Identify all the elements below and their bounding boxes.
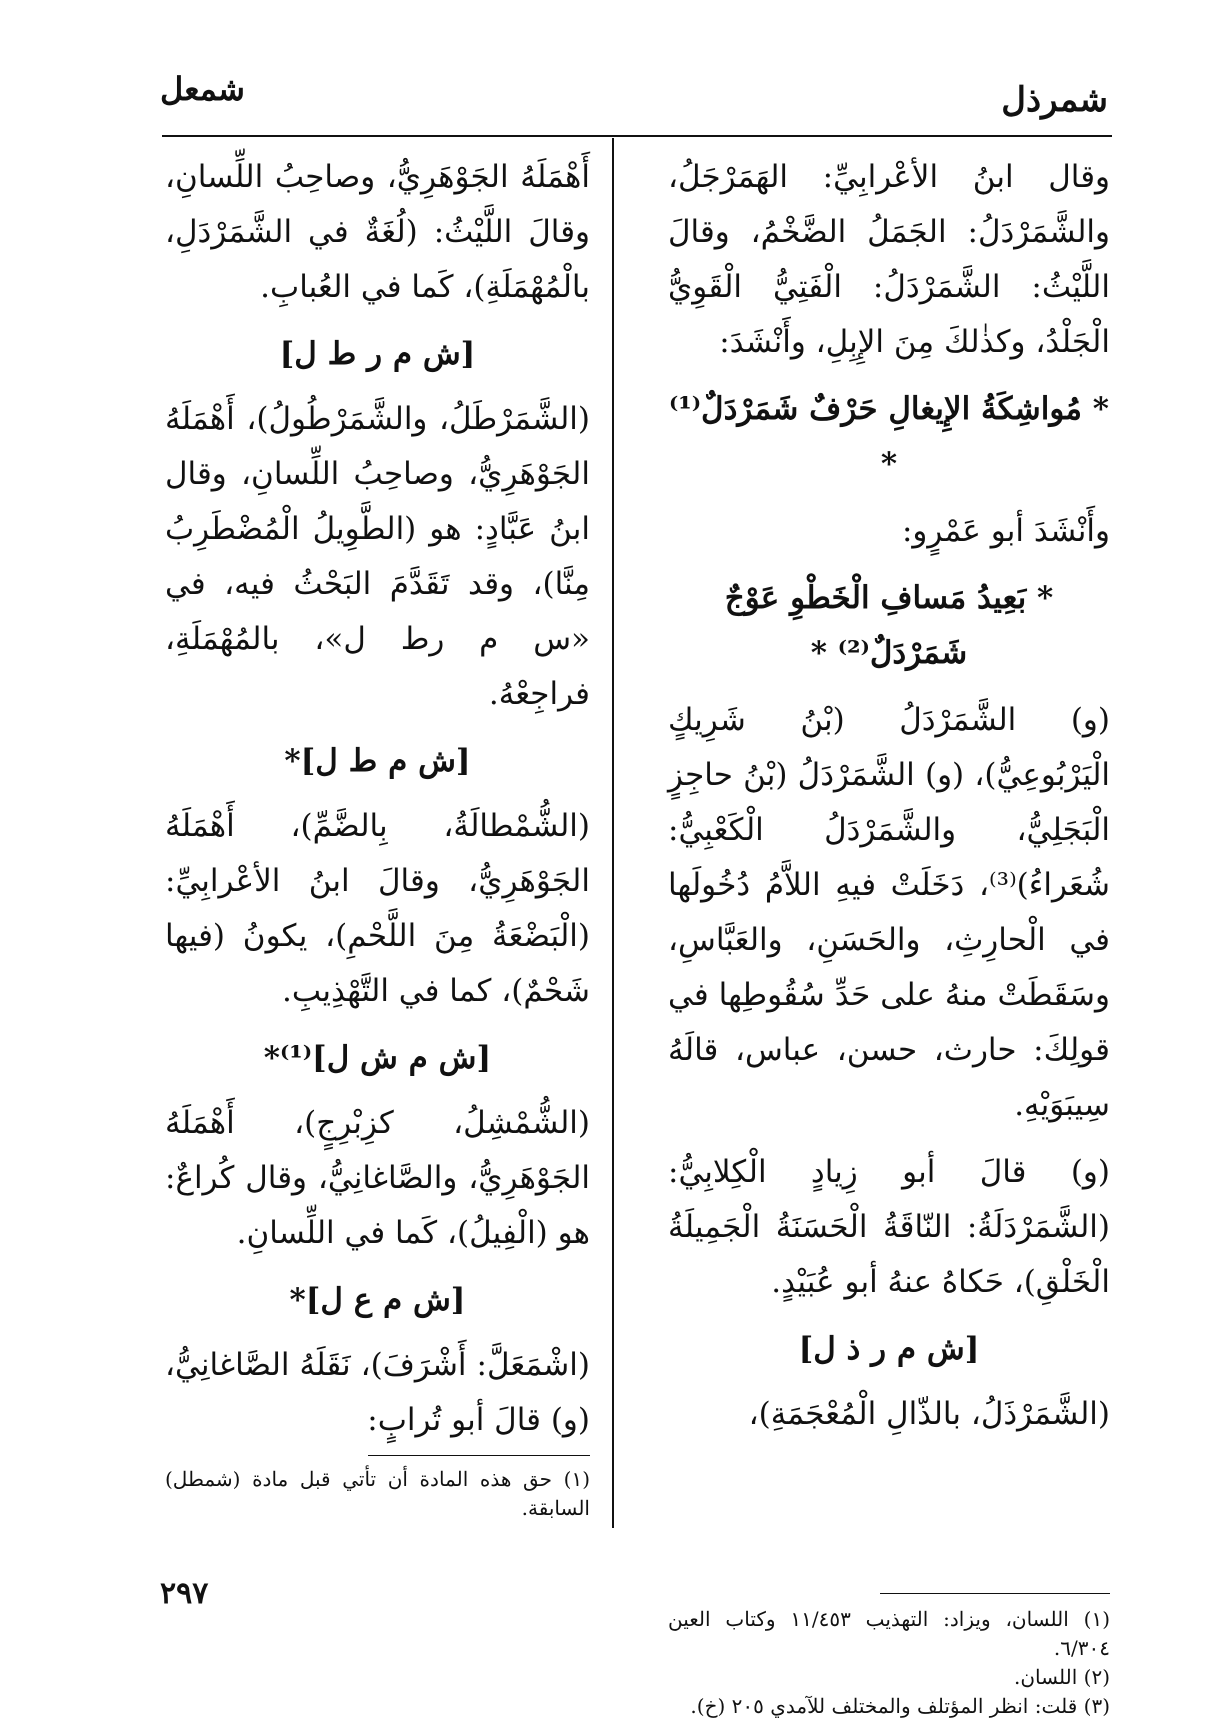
footnote-rule	[880, 1593, 1110, 1594]
header-rule	[162, 135, 1112, 137]
paragraph: (الشُّمْطالَةُ، بِالضَّمِّ)، أَهْمَلَهُ الجَوْهَرِيُّ، وقالَ ابنُ الأعْرابِيِّ: (الْبَضْعَةُ مِنَ اللَّحْمِ)، يكونُ (فيها شَحْمٌ)، كما في التَّهْذِيبِ.	[165, 808, 590, 1009]
paragraph: وأَنْشَدَ أبو عَمْرٍو:	[901, 513, 1110, 549]
footnote: (١) اللسان، ويزاد: التهذيب ١١/٤٥٣ وكتاب العين ٦/٣٠٤.	[668, 1607, 1110, 1660]
right-column	[668, 150, 1110, 1454]
entry-heading: [ش م ر ذ ل]	[798, 1331, 980, 1367]
left-column	[165, 150, 590, 1460]
header-left-word: شمعل	[160, 70, 245, 108]
verse: * مُواشِكَةُ الإِيغالِ حَرْفٌ شَمَرْدَلٌ⁽¹⁾ *	[669, 391, 1109, 482]
entry-heading: [ش م ر ط ل]	[279, 336, 476, 372]
footnote: (٣) قلت: انظر المؤتلف والمختلف للآمدي ٢٠٥ (خ).	[690, 1694, 1110, 1718]
paragraph: (الشَّمَرْذَلُ، بالذّالِ الْمُعْجَمَةِ)،	[748, 1396, 1110, 1432]
footnote: (٢) اللسان.	[1014, 1665, 1110, 1689]
paragraph: (الشَّمَرْطَلُ، والشَّمَرْطُولُ)، أَهْمَلَهُ الجَوْهَرِيُّ، وصاحِبُ اللِّسانِ، وقال ابنُ عَبَّادٍ: هو (الطَّوِيلُ الْمُضْطَرِبُ مِنَّا)، وقد تَقَدَّمَ البَحْثُ فيه، في «س م رط ل»، بالمُهْمَلَةِ، فراجِعْهُ.	[165, 401, 590, 712]
footnotes-left	[165, 1465, 590, 1523]
paragraph: (الشُّمْشِلُ، كزِبْرِجٍ)، أَهْمَلَهُ الجَوْهَرِيُّ، والصَّاغانِيُّ، وقال كُراعٌ: هو (الْفِيلُ)، كَما في اللِّسانِ.	[165, 1105, 590, 1251]
verse: * بَعِيدُ مَسافِ الْخَطْوِ عَوْجٌ شَمَرْدَلٌ⁽²⁾ *	[724, 580, 1054, 671]
footnote-rule	[368, 1455, 590, 1456]
paragraph: (و) الشَّمَرْدَلُ (بْنُ شَرِيكٍ الْيَرْبُوعِيُّ)، (و) الشَّمَرْدَلُ (بْنُ حاجِزٍ الْبَجَلِيُّ، والشَّمَرْدَلُ الْكَعْبِيُّ: شُعَراءُ)⁽³⁾، دَخَلَتْ فيهِ اللاَّمُ دُخُولَها في الْحارِثِ، والحَسَنِ، والعَبَّاسِ، وسَقَطَتْ منهُ على حَدِّ سُقُوطِها في قولِكَ: حارث، حسن، عباس، قالَهُ سِيبَوَيْهِ.	[668, 702, 1110, 1123]
paragraph: (و) قالَ أبو زِيادٍ الْكِلابِيُّ: (الشَّمَرْدَلَةُ: النّاقَةُ الْحَسَنَةُ الْجَمِيلَةُ الْخَلْقِ)، حَكاهُ عنهُ أبو عُبَيْدٍ.	[668, 1154, 1110, 1300]
header-right-word: شمرذل	[1001, 80, 1108, 120]
entry-heading: [ش م ش ل]⁽¹⁾*	[263, 1040, 492, 1076]
column-divider	[612, 138, 614, 1528]
footnote: (١) حق هذه المادة أن تأتي قبل مادة (شمطل) السابقة.	[165, 1467, 590, 1520]
footnotes-right	[668, 1605, 1110, 1721]
entry-heading: [ش م ط ل]*	[284, 743, 471, 779]
entry-heading: [ش م ع ل]*	[289, 1282, 466, 1318]
page-number: ٢٩٧	[160, 1576, 209, 1611]
paragraph: أَهْمَلَهُ الجَوْهَرِيُّ، وصاحِبُ اللِّسانِ، وقالَ اللَّيْثُ: (لُغَةٌ في الشَّمَرْدَلِ، بالْمُهْمَلَةِ)، كَما في العُبابِ.	[165, 159, 590, 305]
paragraph: (اشْمَعَلَّ: أَشْرَفَ)، نَقَلَهُ الصَّاغانِيُّ، (و) قالَ أبو تُرابٍ:	[165, 1347, 590, 1438]
paragraph: وقال ابنُ الأعْرابِيِّ: الهَمَرْجَلُ، والشَّمَرْدَلُ: الجَمَلُ الضَّخْمُ، وقالَ اللَّيْثُ: الشَّمَرْدَلُ: الْفَتِيُّ الْقَوِيُّ الْجَلْدُ، وكذٰلكَ مِنَ الإِبِلِ، وأَنْشَدَ:	[668, 159, 1110, 360]
